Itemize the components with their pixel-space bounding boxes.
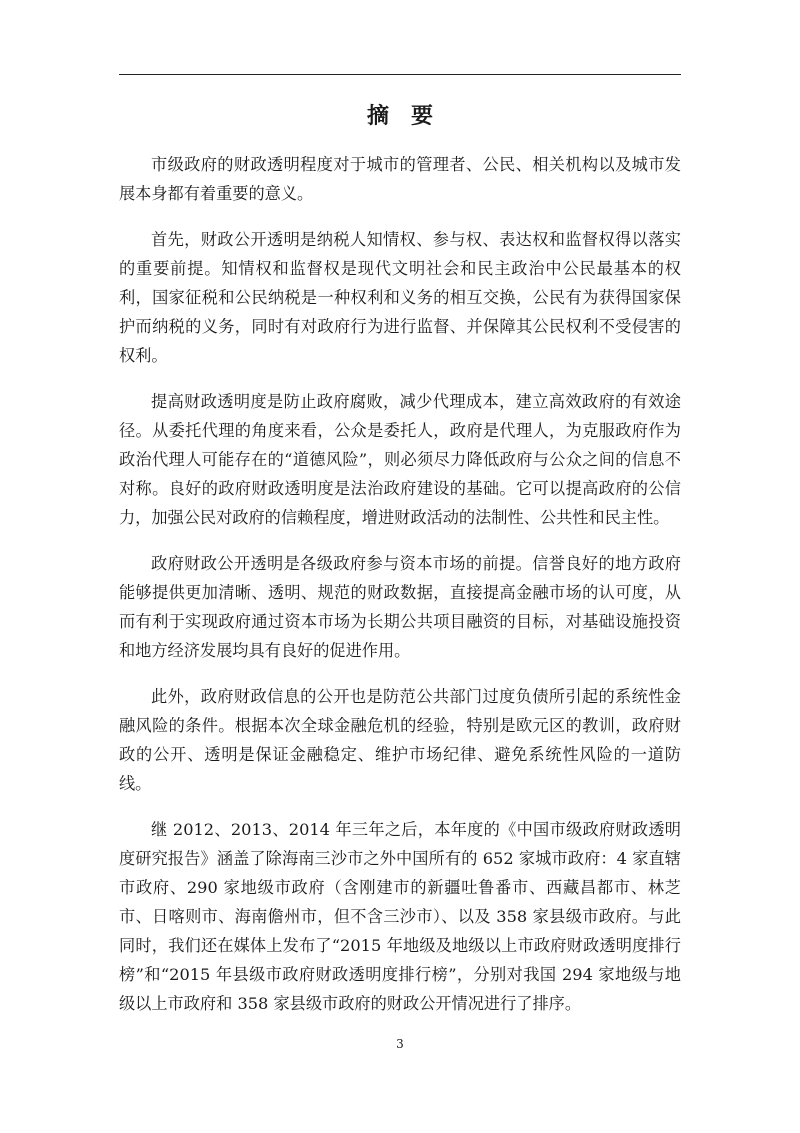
paragraph-report-scope: 继 2012、2013、2014 年三年之后，本年度的《中国市级政府财政透明度研究报告》涵盖了除海南三沙市之外中国所有的 652 家城市政府：4 家直辖市政府、290 家地级市政府（含刚建市的新疆吐鲁番市、西藏昌都市、林芝市、日喀则市、海南儋州市，但不含三沙市）、以及 358 家县级市政府。与此同时，我们还在媒体上发布了“2015 年地级及地级以上市政府财政透明度排行榜”和“2015 年县级市政府财政透明度排行榜”，分别对我国 294 家地级与地级以上市政府和 358 家县级市政府的财政公开情况进行了排序。 bbox=[119, 820, 681, 1013]
paragraph-anticorruption: 提高财政透明度是防止政府腐败，减少代理成本，建立高效政府的有效途径。从委托代理的角度来看，公众是委托人，政府是代理人，为克服政府作为政治代理人可能存在的“道德风险”，则必须尽力降低政府与公众之间的信息不对称。良好的政府财政透明度是法治政府建设的基础。它可以提高政府的公信力，加强公民对政府的信赖程度，增进财政活动的法制性、公共性和民主性。 bbox=[119, 392, 681, 527]
header-rule bbox=[119, 74, 681, 75]
paragraph-financial-risk: 此外，政府财政信息的公开也是防范公共部门过度负债所引起的系统性金融风险的条件。根据本次全球金融危机的经验，特别是欧元区的教训，政府财政的公开、透明是保证金融稳定、维护市场纪律、避免系统性风险的一道防线。 bbox=[119, 687, 681, 793]
abstract-heading: 摘要 bbox=[366, 104, 455, 129]
abstract-body bbox=[119, 150, 681, 1035]
paragraph-capital-market: 政府财政公开透明是各级政府参与资本市场的前提。信誉良好的地方政府能够提供更加清晰、透明、规范的财政数据，直接提高金融市场的认可度，从而有利于实现政府通过资本市场为长期公共项目融资的目标，对基础设施投资和地方经济发展均具有良好的促进作用。 bbox=[119, 554, 681, 660]
paragraph-rights: 首先，财政公开透明是纳税人知情权、参与权、表达权和监督权得以落实的重要前提。知情权和监督权是现代文明社会和民主政治中公民最基本的权利，国家征税和公民纳税是一种权利和义务的相互交换，公民有为获得国家保护而纳税的义务，同时有对政府行为进行监督、并保障其公民权利不受侵害的权利。 bbox=[119, 230, 681, 365]
page-number: 3 bbox=[396, 1037, 404, 1051]
paragraph-intro: 市级政府的财政透明程度对于城市的管理者、公民、相关机构以及城市发展本身都有着重要的意义。 bbox=[119, 155, 681, 203]
